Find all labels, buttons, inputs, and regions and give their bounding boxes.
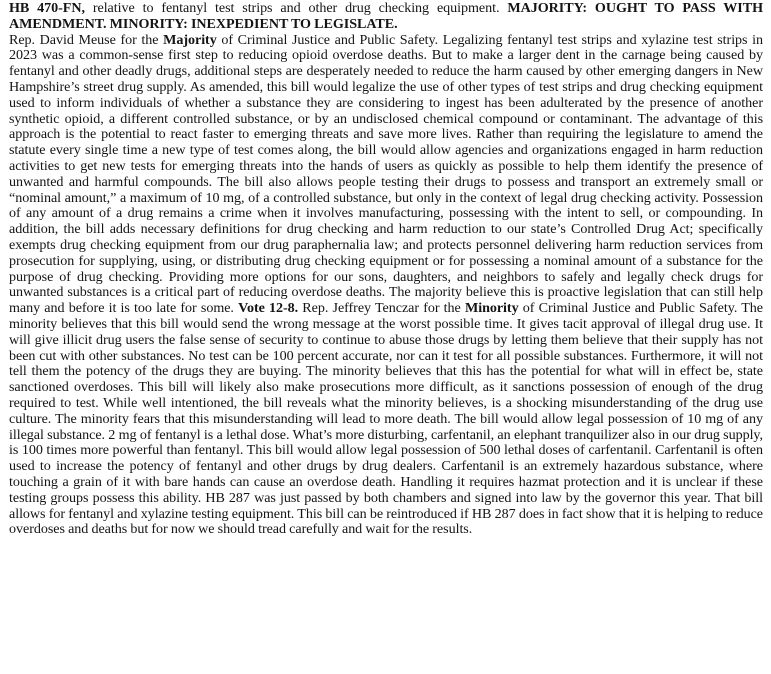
minority-label: Minority — [464, 300, 519, 317]
committee-recommendation: MAJORITY: OUGHT TO PASS WITH AMENDMENT. MINORITY: INEXPEDIENT TO LEGISLATE. — [9, 0, 764, 32]
majority-report-text: of Criminal Justice and Public Safety. Legalizing fentanyl test strips and xylazine test strips in 2023 was a common-sense first step to reducing opioid overdose deaths. But to make a larger dent in the carnage being caused by fentanyl and other deadly drugs, additional steps are desperately needed to reduce the harm caused by other emerging dangers in New Hampshire’s street drug supply. As amended, this bill would legalize the use of other types of test strips and drug checking equipment used to inform individuals of whether a substance they are considering to ingest has been adulterated by the presence of another synthetic opioid, a different controlled substance, or by an undisclosed chemical compound or contaminant. The advantage of this approach is the potential to react faster to emerging threats and save more lives. Rather than requiring the legislature to amend the statute every single time a new type of test comes along, the bill would allow agencies and organizations engaged in harm reduction activities to get new tests for emerging threats into the hands of users as quickly as possible to help them identify the presence of unwanted and harmful compounds. The bill also allows people testing their drugs to possess and transport an extremely small or “nominal amount,” a maximum of 10 mg, of a controlled substance, but only in the context of legal drug checking activity. Possession of any amount of a drug remains a crime when it involves manufacturing, possessing with the intent to sell, or compounding. In addition, the bill adds necessary definitions for drug checking and harm reduction to our state’s Controlled Drug Act; specifically exempts drug checking equipment from our drug paraphernalia law; and protects personnel delivering harm reduction services from prosecution for supplying, using, or distributing drug checking equipment or for possessing a nominal amount of a substance for the purpose of drug checking. Providing more options for our sons, daughters, and neighbors to safely and legally check drugs for unwanted substances is a critical part of reducing overdose deaths. The majority believe this is proactive legislation that can still help many and before it is too late for some. — [9, 31, 763, 317]
minority-report-text: of Criminal Justice and Public Safety. The minority believes that this bill would send the wrong message at the worst possible time. It gives tacit approval of illegal drug use. It will give illicit drug users the false sense of security to continue to abuse those drugs by letting them believe that their supply has not been cut with other substances. No test can be 100 percent accurate, nor can it test for all possible substances. Furthermore, it will not tell them the potency of the drugs they are buying. The minority believes that this has the potential for what will in effect be, state sanctioned overdoses. This bill will likely also make prosecutions more difficult, as it sanctions possession of enough of the drug required to test. While well intentioned, the bill reveals what the minority believes, is a shocking misunderstanding of the drug use culture. The minority fears that this misunderstanding will lead to more death. The bill would allow legal possession of 10 mg of any illegal substance. 2 mg of fentanyl is a lethal dose. What’s more disturbing, carfentanil, an elephant tranquilizer also in our drug supply, is 100 times more powerful than fentanyl. This bill would allow legal possession of 500 lethal doses of carfentanil. Carfentanil is often used to increase the potency of fentanyl and other drugs by drug dealers. Carfentanil is an extremely hazardous substance, where touching a grain of it with bare hands can cause an overdose death. Handling it requires hazmat protection and it is unclear if these testing groups possess this ability. HB 287 was just passed by both chambers and signed into law by the governor this year. That bill allows for fentanyl and xylazine testing equipment. This bill can be reintroduced if HB 287 does in fact show that it is helping to reduce overdoses and deaths but for now we should tread carefully and wait for the results. — [9, 300, 763, 538]
minority-intro: Rep. Jeffrey Tenczar for the — [298, 300, 465, 317]
majority-label: Majority — [163, 31, 217, 48]
majority-intro: Rep. David Meuse for the — [9, 31, 164, 48]
vote-tally: Vote 12-8. — [238, 300, 299, 317]
bill-description: relative to fentanyl test strips and other drug checking equipment. — [84, 0, 508, 16]
bill-number: HB 470-FN, — [9, 0, 85, 16]
